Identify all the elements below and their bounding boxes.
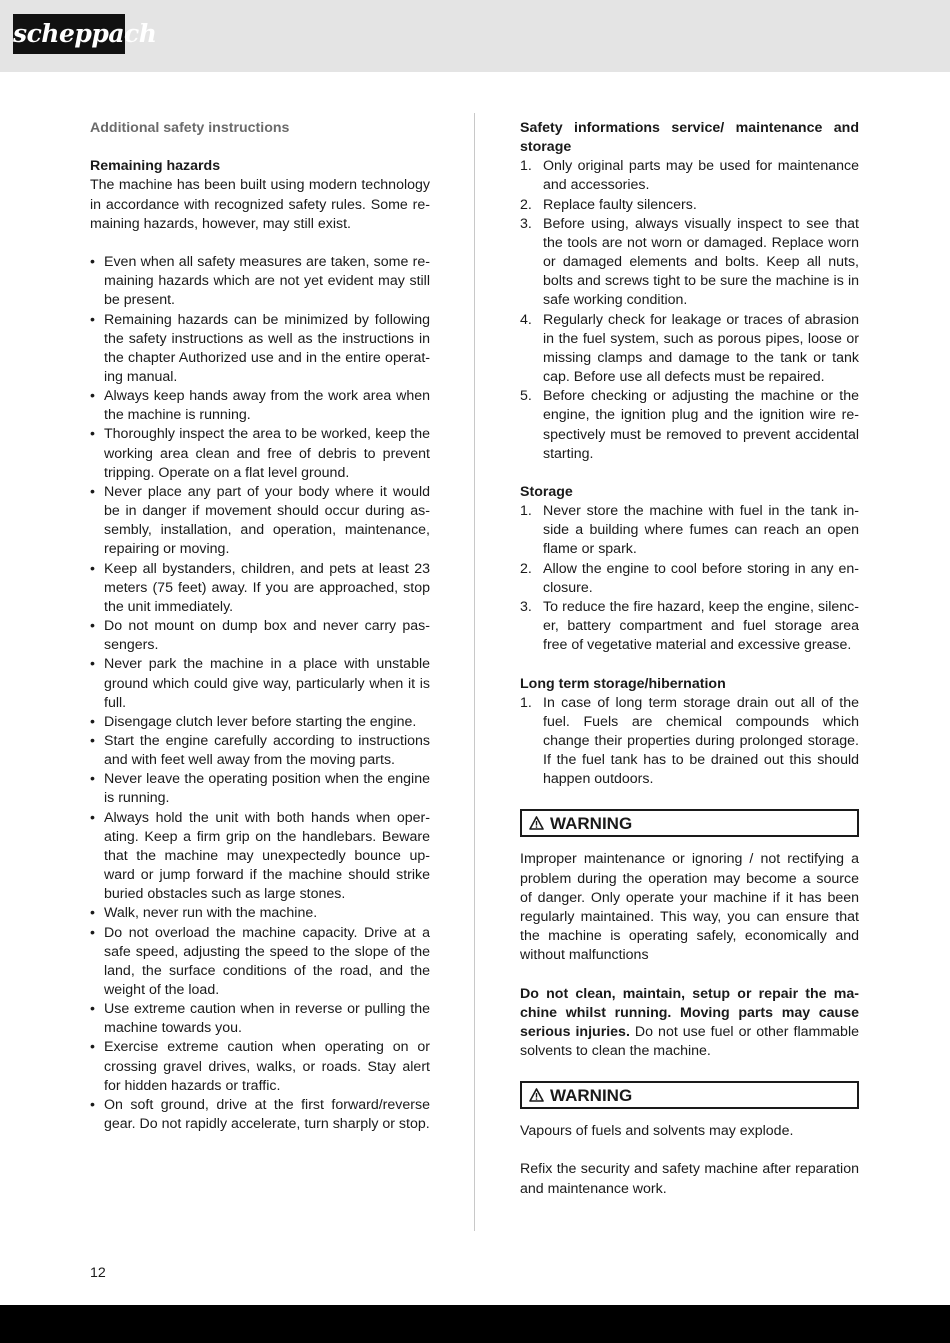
warning-text: Improper maintenance or ignoring / not rectifying a problem during the operation may become a source of danger. Only operate your machine if it has been regularly maintained. This way, you can ensure that the machine is operating safely, economically and without malfunctions (520, 851, 859, 964)
warning-bold-text: Do not clean, maintain, setup or repair the ma-chine whilst running. Moving parts may cause serious injuries. (520, 985, 859, 1040)
warning-box-2 (520, 1081, 859, 1109)
hazard-bullet-item: • Always keep hands away from the work area when the machine is running. (90, 387, 430, 425)
numbered-list-item (520, 311, 859, 388)
list-item-number: 1. (520, 158, 532, 175)
hazard-bullet-item: • Remaining hazards can be minimized by following the safety instructions as well as the instructions in the chapter Authorized use and in the entire operat-ing manual. (90, 311, 430, 388)
list-item-text: Before checking or adjusting the machine or the engine, the ignition plug and the ignition wire re-spectively must be removed to prevent accidental starting. (543, 388, 859, 462)
list-item-number: 1. (520, 694, 532, 711)
column-divider (474, 113, 475, 1231)
list-item-text: In case of long term storage drain out all of the fuel. Fuels are chemical compounds which change their properties during prolonged storage. If the fuel tank has to be drained out this should happen outdoors. (543, 694, 859, 788)
warning-label-2: WARNING (550, 1085, 633, 1105)
list-item-number: 1. (520, 503, 532, 520)
numbered-list-item (520, 215, 859, 311)
warning-triangle-icon (529, 816, 544, 830)
numbered-list-item (520, 387, 859, 464)
list-item-number: 4. (520, 311, 532, 328)
hazard-bullet-item: • On soft ground, drive at the first forward/reverse gear. Do not rapidly accelerate, turn sharply or stop. (90, 1096, 430, 1134)
hazard-bullet-item: • Never leave the operating position when the engine is running. (90, 770, 430, 808)
list-item-text: Allow the engine to cool before storing in any en-closure. (543, 560, 859, 596)
numbered-list-item (520, 598, 859, 655)
hazard-bullet-item: • Do not overload the machine capacity. Drive at a safe speed, adjusting the speed to the slope of the land, the surface conditions of the road, and the weight of the load. (90, 924, 430, 1001)
long-term-storage-list (520, 694, 859, 790)
remaining-hazards-heading: Remaining hazards (90, 158, 221, 175)
hazard-bullet-item: • Never park the machine in a place with unstable ground which could give way, particularly when it is full. (90, 655, 430, 712)
hazard-bullet-item: • Never place any part of your body where it would be in danger if movement should occur during as-sembly, installation, and operation, maintenance, repairing or moving. (90, 483, 430, 560)
warning-2-text: Vapours of fuels and solvents may explode. (520, 1123, 794, 1140)
footer-band (0, 1305, 950, 1343)
brand-logo: scheppach (13, 14, 125, 54)
maintenance-list (520, 157, 859, 464)
hazard-bullet-item: • Exercise extreme caution when operating on or crossing gravel drives, walks, or roads. Stay alert for hidden hazards or traffic. (90, 1038, 430, 1095)
section-title: Additional safety instructions (90, 120, 290, 136)
right-column (520, 119, 859, 1199)
long-term-storage-heading: Long term storage/hibernation (520, 675, 726, 692)
hazard-bullet-item: • Thoroughly inspect the area to be worked, keep the working area clean and free of debris to prevent tripping. Operate on a flat level ground. (90, 425, 430, 482)
maintenance-heading: Safety informations service/ maintenance and storage (520, 120, 859, 156)
numbered-list-item (520, 560, 859, 598)
list-item-text: Never store the machine with fuel in the tank in-side a building where fumes can reach an open flame or spark. (543, 503, 859, 558)
list-item-text: Before using, always visually inspect to see that the tools are not worn or damaged. Replace worn or damaged elements and bolts. Keep all nuts, bolts and screws tight to be sure the machine is in safe working condition. (543, 215, 859, 309)
numbered-list-item (520, 694, 859, 790)
hazard-bullet-item: • Use extreme caution when in reverse or pulling the machine towards you. (90, 1000, 430, 1038)
storage-heading: Storage (520, 483, 573, 500)
warning-normal-text: Do not use fuel or other flammable solvents to clean the machine. (520, 1023, 859, 1059)
list-item-number: 2. (520, 196, 532, 213)
numbered-list-item (520, 502, 859, 559)
warning-box (520, 809, 859, 837)
header-band (0, 0, 950, 72)
list-item-number: 5. (520, 388, 532, 405)
list-item-number: 3. (520, 215, 532, 232)
list-item-text: To reduce the fire hazard, keep the engine, silenc-er, battery compartment and fuel storage area free of vegetative material and excessive grease. (543, 598, 859, 654)
hazard-bullet-item: • Walk, never run with the machine. (90, 904, 430, 923)
warning-2-text-2: Refix the security and safety machine after reparation and maintenance work. (520, 1161, 859, 1197)
left-column (90, 119, 430, 1134)
hazard-bullet-item: • Keep all bystanders, children, and pets at least 23 meters (75 feet) away. If you are approached, stop the unit immediately. (90, 560, 430, 617)
list-item-text: Regularly check for leakage or traces of abrasion in the fuel system, such as porous pipes, loose or missing clamps and damage to the tank or tank cap. Before use all defects must be repaired. (543, 311, 859, 386)
page-number: 12 (90, 1265, 106, 1281)
hazard-bullet-item: • Even when all safety measures are taken, some re-maining hazards which are not yet evident may still be present. (90, 253, 430, 310)
warning-label: WARNING (550, 813, 633, 833)
list-item-number: 2. (520, 560, 532, 577)
list-item-text: Replace faulty silencers. (543, 196, 697, 213)
numbered-list-item (520, 196, 859, 215)
warning-instruction (520, 985, 859, 1062)
hazard-bullet-item: • Disengage clutch lever before starting the engine. (90, 713, 430, 732)
list-item-number: 3. (520, 598, 532, 615)
hazard-bullet-item: • Always hold the unit with both hands when oper-ating. Keep a firm grip on the handlebars. Beware that the machine may unexpectedly bounce up-ward or jump forward if the machine should strike buried obstacles such as large stones. (90, 809, 430, 905)
hazard-bullet-list (90, 253, 430, 1134)
hazard-bullet-item: • Start the engine carefully according to instructions and with feet well away from the moving parts. (90, 732, 430, 770)
numbered-list-item (520, 157, 859, 195)
hazard-bullet-item: • Do not mount on dump box and never carry pas-sengers. (90, 617, 430, 655)
list-item-text: Only original parts may be used for maintenance and accessories. (543, 158, 859, 194)
warning-triangle-icon (529, 1088, 544, 1102)
remaining-hazards-intro: The machine has been built using modern technology in accordance with recognized safety rules. Some re-maining hazards, however, may still exist. (90, 177, 430, 232)
storage-list (520, 502, 859, 655)
